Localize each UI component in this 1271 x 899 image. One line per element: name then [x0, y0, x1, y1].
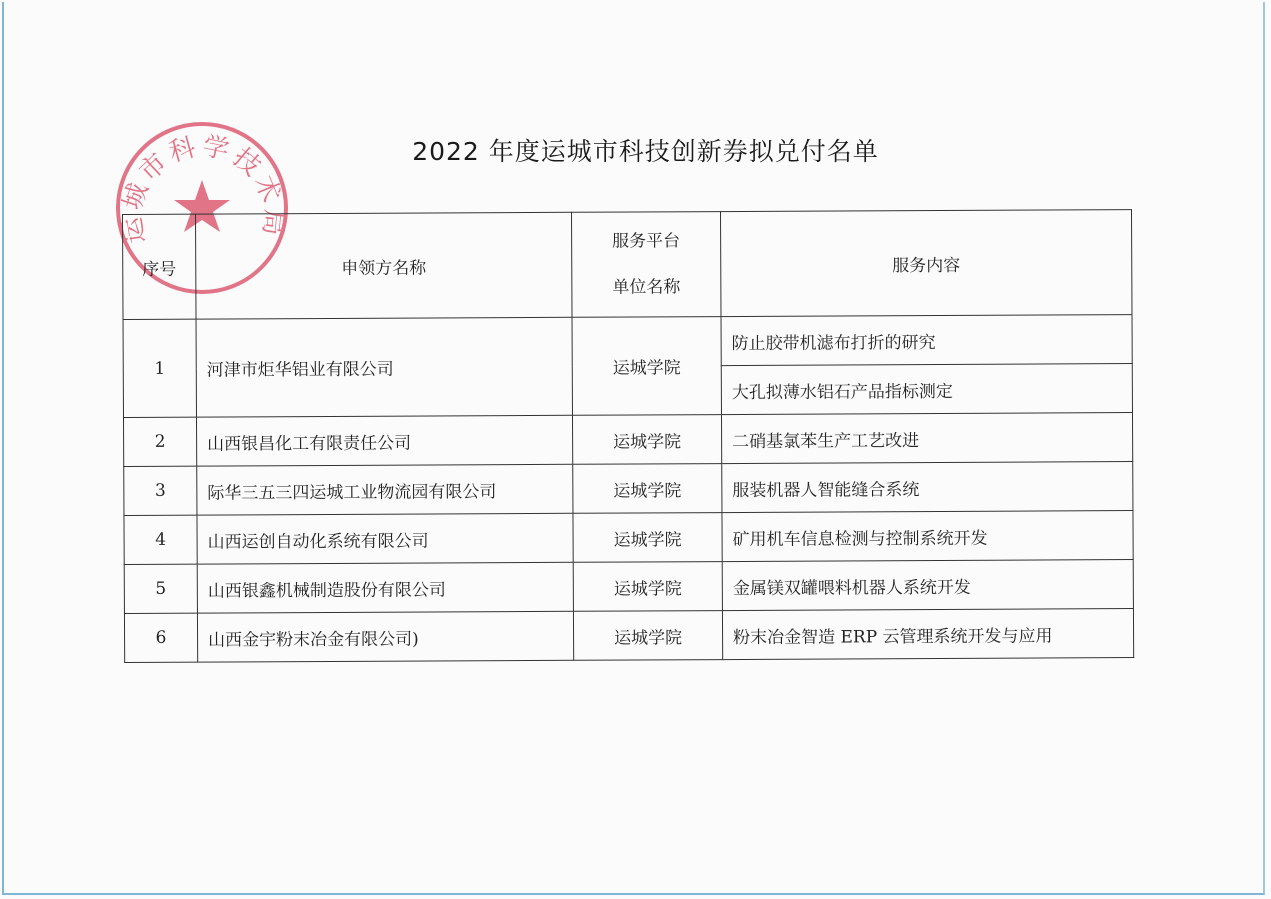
cell-no: 3 — [124, 466, 197, 515]
header-platform — [571, 212, 721, 318]
cell-no: 5 — [124, 564, 197, 613]
cell-platform: 运城学院 — [573, 562, 722, 612]
cell-platform: 运城学院 — [573, 513, 722, 563]
table-header-row — [123, 210, 1133, 320]
cell-applicant: 山西金宇粉末冶金有限公司) — [197, 611, 573, 662]
table-row — [123, 315, 1132, 369]
header-service: 服务内容 — [720, 210, 1132, 317]
cell-service: 防止胶带机滤布打折的研究 — [721, 315, 1132, 366]
cell-platform: 运城学院 — [572, 415, 721, 465]
cell-service: 二硝基氯苯生产工艺改进 — [721, 413, 1132, 464]
cell-no: 1 — [123, 319, 196, 417]
cell-applicant: 山西银昌化工有限责任公司 — [196, 415, 572, 466]
cell-service: 服装机器人智能缝合系统 — [722, 462, 1133, 513]
table-row — [124, 609, 1133, 663]
cell-no: 2 — [123, 417, 196, 466]
cell-platform: 运城学院 — [573, 464, 722, 514]
page-title: 2022 年度运城市科技创新券拟兑付名单 — [412, 137, 879, 166]
table-row — [124, 560, 1133, 614]
svg-text:运城市科学技术局: 运城市科学技术局 — [116, 131, 290, 246]
cell-no: 6 — [124, 613, 197, 662]
header-no: 序号 — [123, 214, 197, 319]
cell-applicant: 山西银鑫机械制造股份有限公司 — [197, 562, 573, 613]
cell-applicant: 河津市炬华铝业有限公司 — [196, 317, 572, 417]
cell-service: 大孔拟薄水铝石产品指标测定 — [721, 364, 1132, 415]
table-row — [123, 413, 1132, 467]
cell-no: 4 — [124, 515, 197, 564]
cell-service: 粉末冶金智造 ERP 云管理系统开发与应用 — [722, 609, 1133, 660]
table-row — [124, 511, 1133, 565]
table-row — [124, 462, 1133, 516]
cell-platform: 运城学院 — [573, 611, 722, 661]
cell-applicant: 山西运创自动化系统有限公司 — [197, 513, 573, 564]
cell-service: 矿用机车信息检测与控制系统开发 — [722, 511, 1133, 562]
cell-applicant: 际华三五三四运城工业物流园有限公司 — [197, 464, 573, 515]
header-applicant: 申领方名称 — [196, 212, 573, 319]
voucher-table — [122, 209, 1134, 663]
header-platform-line2: 单位名称 — [612, 277, 681, 298]
cell-platform: 运城学院 — [572, 317, 721, 416]
header-platform-line1: 服务平台 — [612, 231, 681, 252]
cell-service: 金属镁双罐喂料机器人系统开发 — [722, 560, 1133, 611]
